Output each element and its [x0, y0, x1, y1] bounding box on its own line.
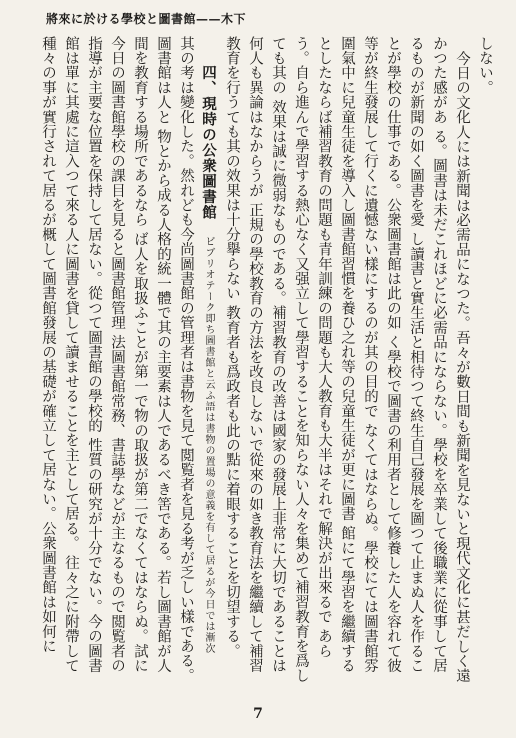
page-number: 7 — [253, 706, 263, 722]
body-text — [22, 36, 496, 684]
section-heading — [197, 36, 220, 684]
paragraph-ending: しない。 — [477, 36, 493, 95]
section-title: 四、現時の公衆圖書館 — [200, 65, 217, 220]
paragraph-culture: 今日の文化人には新聞は必需品になつた。吾々が數日間も新聞を見ないと現代文化に甚だしく遠かつた感があ る。圖書は未だこれほどに必需品にならない。學校を卒業して後職業に從事して居るものが新聞の如く圖書を愛 し讀書と實生活と相待つて終生自己發展を圖つて止まぬ人を作ることが學校の仕事である。公衆圖書館は此の如 く學校で圖書の利用者として修養した人を容れて彼等が終生發展して行くに遺憾ない樣にするのが其の目的で なくてはならぬ。學校にては圖書館雰圍氣中に兒童生徒を導入し圖書館習慣を養ひ之れ等の兒童生徒が更に圖書 館にて學習を繼續するとしたならば補習教育の問題も青年訓練の問題も大人教育も大半はそれで解決が出來るで あらう。自ら進んで學習する熱心なく又强立して學習することを知らない人々を集めて補習教育を爲しても其の 效果は誠に微弱なものである。補習教育の改善は國家の發展上非常に大切であることは何人も異論はなからうが 正規の學校教育の方法を改良しないで從來の如き教育法を繼續して補習教育を行うても其の效果は十分擧らない 教育者も爲政者も此の點に着眼することを切望する。 — [224, 36, 470, 683]
section-lead-text: ビブリオテーク即ち圖書館と云ふ語は書物の置場の意義を有して居るが今日では漸次 — [203, 236, 214, 655]
paragraph-public-library: 其の考は變化した。然れども今尚圖書館の管理者は書物を見て閲覧者を見る考が乏しい樣である。圖書館は人と 物とから成る人格的統一體で其の主要素は人であるべき筈である。若し圖書館が人間を教育する場所であるなら ば人を取扱ふことが第一で物の取扱が第二でなくてはならぬ。試に今日の圖書館學校の課目を見ると圖書館管理 法圖書館常務、書誌學などが主なるもので閲覧者の指導が主要な位置を保持して居ない。從つて圖書館の學校的 性質の研究が十分でない。今の圖書館は單に其處に這入つて來る人に圖書を貸して讀ませることを主として居る。 往々之に附帶して種々の事が實行されて居るが概して圖書館發展の基礎が確立して居ない。公衆圖書館は如何に — [40, 36, 194, 683]
running-header: 將來に於ける學校と圖書館——木下 — [46, 12, 247, 26]
